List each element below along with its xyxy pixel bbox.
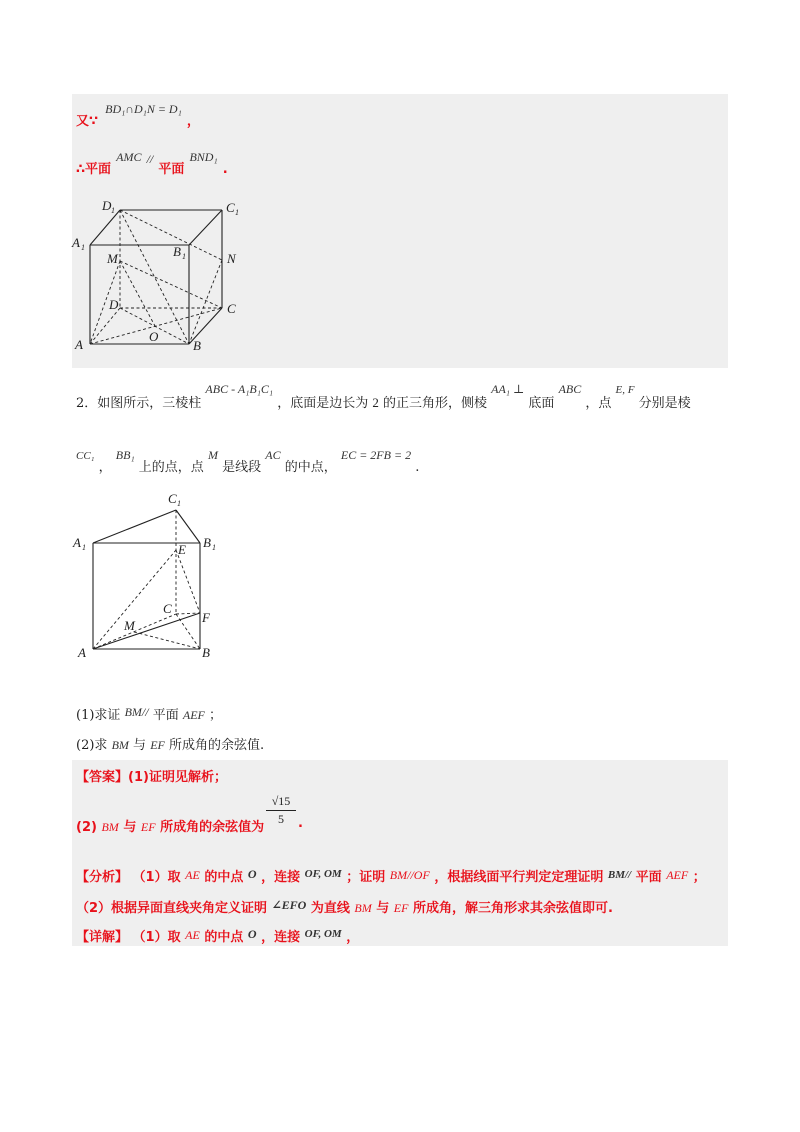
detail-line <box>76 926 359 945</box>
cube-label-D: D <box>109 297 119 312</box>
analysis-p2-bm: BM <box>354 901 372 915</box>
prism-sub-B1: 1 <box>212 543 216 552</box>
prism-label-C1: C <box>168 491 177 506</box>
q1-plane: 平面 <box>152 708 179 723</box>
answer-bm: BM <box>101 820 119 834</box>
cube-label-A: A <box>75 337 83 352</box>
q1-math: BM// <box>124 705 149 719</box>
p2-m: M <box>207 448 218 462</box>
answer-tag: 【答案】 <box>76 770 129 785</box>
prism-label-B1: B <box>203 535 211 550</box>
cube-label-M: M <box>107 251 118 266</box>
analysis-p1-f: 平面 <box>635 870 662 885</box>
question-2 <box>76 734 264 753</box>
analysis-p1-b: 的中点 <box>204 870 244 885</box>
q2-ef: EF <box>150 738 165 752</box>
answer-with: 与 <box>123 820 137 835</box>
prism-label-F: F <box>202 610 210 625</box>
plane-amc: AMC <box>116 150 142 164</box>
p2-t3: 底面 <box>528 396 555 411</box>
problem2-line1 <box>76 378 691 411</box>
p2-cc1: CC₁ <box>76 450 95 462</box>
detail-o: O <box>247 927 257 941</box>
p2-base: ABC <box>558 382 582 396</box>
analysis-line1 <box>76 866 706 885</box>
line-therefore <box>76 148 228 178</box>
p2-pts: E, F <box>615 384 635 396</box>
detail-c: ，连接 <box>261 930 301 945</box>
youyin-comma: ， <box>186 114 200 129</box>
p2-edge: AA₁ ⊥ <box>491 382 525 396</box>
cube-label-A1: A <box>72 235 80 250</box>
analysis-p1-g: ； <box>692 870 706 885</box>
q1-prefix: (1)求证 <box>76 708 121 723</box>
cube-label-C1: C <box>226 200 235 215</box>
analysis-ofom: OF, OM <box>304 868 342 880</box>
answer-line1 <box>76 766 227 785</box>
p2-t8: 的中点， <box>284 460 337 475</box>
detail-d: ， <box>346 930 360 945</box>
answer-line2 <box>76 816 264 835</box>
detail-a: （1）取 <box>132 930 181 945</box>
plane-word: 平面 <box>158 162 185 177</box>
youyin-math: BD₁∩D₁N = D₁ <box>105 102 182 116</box>
prism-label-A: A <box>78 645 86 660</box>
cube-label-B1: B <box>173 244 181 259</box>
analysis-aef: AEF <box>666 868 689 882</box>
cube-sub-B1: 1 <box>182 252 186 261</box>
p2-eq: EC = 2FB = 2 <box>340 448 412 462</box>
answer-fraction <box>266 794 296 827</box>
prism-label-A1: A <box>73 535 81 550</box>
answer-ef: EF <box>140 820 156 834</box>
fraction-denominator: 5 <box>278 812 284 826</box>
analysis-p2-d: 所成角，解三角形求其余弦值即可. <box>413 901 613 916</box>
therefore-end: . <box>222 162 228 177</box>
q2-bm: BM <box>111 738 129 752</box>
p2-prism: ABC - A₁B₁C₁ <box>205 382 274 396</box>
q2-with: 与 <box>133 738 147 753</box>
cube-figure <box>70 195 250 355</box>
analysis-angle: ∠EFO <box>271 898 307 912</box>
prism-label-C: C <box>163 601 172 616</box>
q1-math2: AEF <box>182 708 205 722</box>
q2-prefix: (2)求 <box>76 738 108 753</box>
p2-t4: ，点 <box>585 396 612 411</box>
p2-t2: 的正三角形，侧棱 <box>382 396 487 411</box>
p2-t7: 是线段 <box>222 460 262 475</box>
answer-end: . <box>298 816 303 831</box>
prism-sub-C1: 1 <box>177 499 181 508</box>
problem2-line2 <box>76 444 419 474</box>
detail-ae: AE <box>185 928 200 942</box>
cube-sub-C1: 1 <box>235 208 239 217</box>
question-1 <box>76 704 222 723</box>
prism-label-E: E <box>178 542 186 557</box>
fraction-numerator: √15 <box>266 794 296 811</box>
p2-bb1: BB₁ <box>115 448 135 462</box>
cube-sub-D1: 1 <box>111 206 115 215</box>
p2-comma1: ， <box>98 460 112 475</box>
prism-sub-A1: 1 <box>82 543 86 552</box>
cube-label-O: O <box>149 329 159 344</box>
answer-text: 所成角的余弦值为 <box>160 820 265 835</box>
analysis-p1-d: ；证明 <box>346 870 386 885</box>
analysis-line2 <box>76 897 613 916</box>
detail-b: 的中点 <box>204 930 244 945</box>
analysis-p1-a: （1）取 <box>132 870 181 885</box>
analysis-bm: BM// <box>607 869 632 881</box>
p2-end: . <box>415 460 420 475</box>
analysis-p2-a: （2）根据异面直线夹角定义证明 <box>76 901 268 916</box>
therefore-plane: ∴平面 <box>76 162 112 177</box>
answer-a2-prefix: (2) <box>76 820 97 835</box>
detail-tag: 【详解】 <box>76 930 129 945</box>
analysis-ae: AE <box>185 868 200 882</box>
analysis-p1-c: ，连接 <box>261 870 301 885</box>
prism-label-M: M <box>124 618 135 633</box>
cube-label-D1: D <box>102 198 112 213</box>
plane-bnd1: BND₁ <box>189 150 218 164</box>
solution-block-bottom <box>72 760 728 946</box>
p2-t5: 分别是棱 <box>638 396 691 411</box>
cube-sub-A1: 1 <box>81 243 85 252</box>
parallel-sign: // <box>146 152 154 166</box>
analysis-bmof: BM//OF <box>389 868 430 882</box>
analysis-o: O <box>247 867 257 881</box>
prism-figure <box>70 490 220 665</box>
q1-end: ； <box>209 708 223 723</box>
analysis-p2-b: 为直线 <box>310 901 350 916</box>
cube-label-C: C <box>227 301 236 316</box>
p2-t6: 上的点，点 <box>138 460 204 475</box>
analysis-p2-c: 与 <box>376 901 390 916</box>
cube-label-B: B <box>193 338 201 353</box>
detail-ofom: OF, OM <box>304 928 342 940</box>
analysis-p1-e: ，根据线面平行判定定理证明 <box>434 870 604 885</box>
p2-side: 2 <box>372 395 379 410</box>
prism-label-B: B <box>202 645 210 660</box>
p2-number: 2．如图所示，三棱柱 <box>76 396 202 411</box>
p2-t1: ，底面是边长为 <box>277 396 369 411</box>
analysis-p2-ef: EF <box>393 901 409 915</box>
cube-label-N: N <box>227 251 236 266</box>
p2-ac: AC <box>265 448 281 462</box>
answer-a1: (1)证明见解析； <box>128 770 227 785</box>
youyin-label: 又∵ <box>76 114 99 129</box>
analysis-tag: 【分析】 <box>76 870 129 885</box>
q2-end: 所成角的余弦值. <box>169 738 265 753</box>
line-youyin <box>76 100 200 130</box>
